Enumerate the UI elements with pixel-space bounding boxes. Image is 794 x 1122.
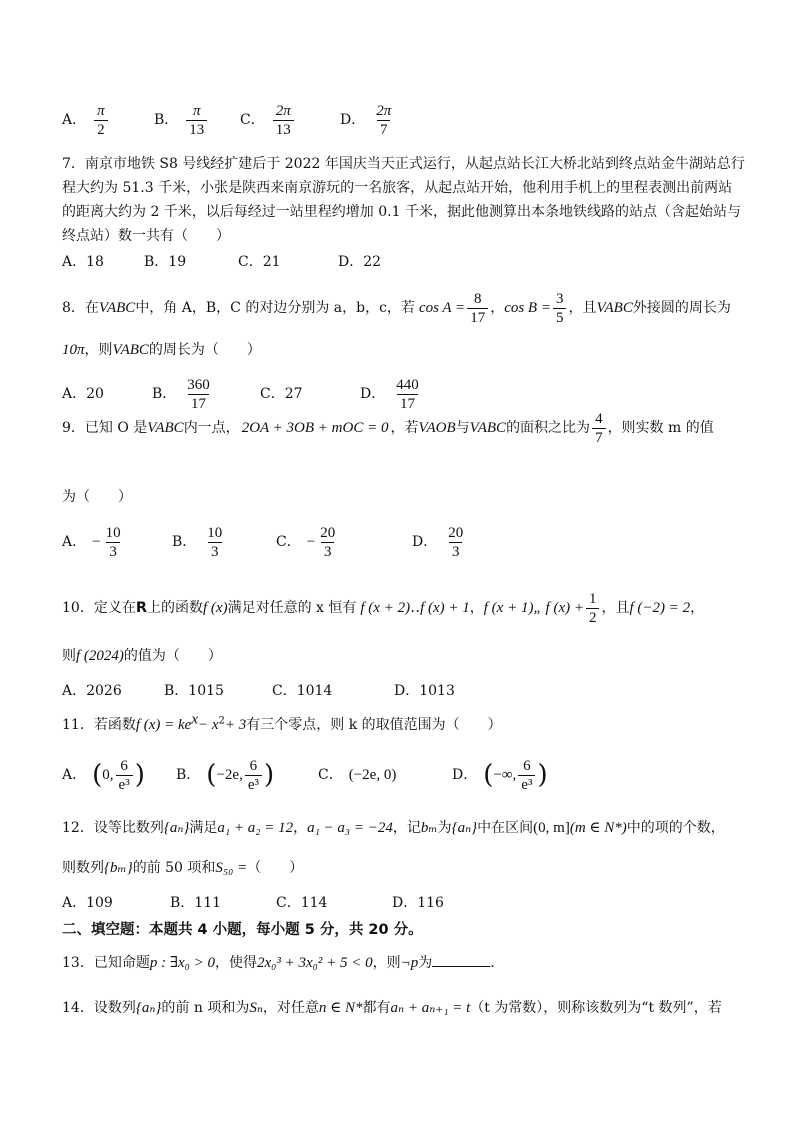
q8-line-2: 10π，则VABC的周长为（ ） [62, 342, 261, 358]
q10-options [62, 681, 754, 701]
q6-option-b: B． $\frac{\pi}{13}$ [154, 102, 240, 139]
q11-option-a: A． ( 0, $\frac{6}{\text{e³}}$ ) [62, 757, 145, 793]
q10-option-c: C．1014 [272, 683, 333, 699]
q12-line-2: 则数列{bₘ}的前 50 项和S₅₀ =（ ） [62, 860, 304, 876]
fraction: $\frac{6}{\text{e³}}$ [518, 757, 535, 794]
triangle-abc: VABC [98, 300, 136, 316]
q12-option-a: A．109 [62, 895, 113, 911]
q7-line-3: 的距离大约为 2 千米，以后每经过一站里程约增加 0.1 千米，据此他测算出本条地铁线路的站点（含起始站与 [62, 204, 741, 220]
fraction: $\frac{10}{3}$ [207, 524, 223, 560]
q7-line-4: 终点站）数一共有（ ） [62, 228, 230, 244]
fraction: $\frac{\pi}{2}$ [94, 102, 108, 139]
q9-line-2: 为（ ） [62, 489, 132, 505]
q7-option-b: B．19 [144, 254, 187, 270]
q12-option-c: C．114 [276, 895, 328, 911]
fraction: $\frac{20}{3}$ [448, 524, 464, 560]
fraction: $\frac{20}{3}$ [320, 524, 336, 560]
q12-option-d: D．116 [392, 895, 444, 911]
q11-line-1: 11．若函数f $(x) = ke^x- x^2+ 3$有三个零点，则 k 的取值范围为（ ） [62, 711, 502, 733]
answer-blank[interactable] [432, 952, 490, 967]
q12-line-1: 12．设等比数列{aₙ}满足a₁ + a₂ = 12，a₁ − a₃ = −24，记bₘ为{aₙ}中在区间(0, m](m ∈ N*)中的项的个数， [62, 820, 725, 836]
fraction: $\frac{\pi}{13}$ [186, 102, 207, 139]
fraction: $\frac{440}{17}$ [396, 376, 419, 412]
fraction: $\frac{2\pi}{7}$ [376, 102, 392, 138]
q9-option-b: B． $\frac{10}{3}$ [172, 524, 276, 561]
q9-options [62, 522, 754, 562]
q6-option-c: C． $\frac{2\pi}{13}$ [240, 102, 340, 139]
q8-option-a: A．20 [62, 386, 104, 402]
fraction: $\frac{2\pi}{13}$ [273, 102, 294, 139]
q9-line-1: 9．已知 O 是 VABC 内一点， 2OA + 3OB + mOC = 0 ，若 VAOB 与 VABC 的面积之比为 $\frac{4}{7}$ ，则实数 m 的值 [62, 410, 714, 446]
fraction: $\frac{6}{\text{e³}}$ [116, 757, 133, 794]
q11-option-c: C． (−2e, 0) [318, 767, 397, 783]
q6-option-d: D． $\frac{2\pi}{7}$ [340, 102, 396, 139]
q7-options [62, 252, 754, 272]
vector-equation: 2OA + 3OB + mOC = 0 [241, 420, 389, 436]
q8-option-b: B． $\frac{360}{17}$ [152, 376, 260, 413]
q14-line: 14．设数列{aₙ}的前 n 项和为Sₙ，对任意n ∈ N*都有aₙ + aₙ₊₁ = t（t 为常数），则称该数列为“t 数列”，若 [62, 1000, 722, 1016]
q7-option-a: A．18 [62, 254, 104, 270]
section-heading: 二、填空题：本题共 4 小题，每小题 5 分，共 20 分。 [62, 922, 423, 938]
fraction: $\frac{1}{2}$ [586, 590, 600, 627]
q9-option-d: D． $\frac{20}{3}$ [412, 524, 468, 561]
q13-line: 13．已知命题p : ∃x₀ > 0，使得2x₀³ + 3x₀² + 5 < 0，则¬p为 . [62, 952, 754, 973]
q6-options [62, 100, 754, 140]
q11-options [62, 754, 754, 796]
q8-option-d: D． $\frac{440}{17}$ [360, 376, 424, 413]
q7-option-c: C．21 [238, 254, 281, 270]
q10-option-d: D．1013 [394, 683, 455, 699]
q7-line-1: 7．南京市地铁 S8 号线经扩建后于 2022 年国庆当天正式运行，从起点站长江大桥北站到终点站金牛湖站总行 [62, 156, 745, 172]
q8-line-1: 8．在 VABC 中，角 A，B，C 的对边分别为 a，b，c，若 cos A = $\frac{8}{17}$ ， cos B = $\frac{3}{5}$ ，且 VABC 外接圆的周长为 [62, 290, 731, 326]
q10-option-a: A．2026 [62, 683, 122, 699]
q11-option-b: B． ( −2e, $\frac{6}{\text{e³}}$ ) [176, 757, 275, 793]
q10-line-2: 则f (2024)的值为（ ） [62, 648, 222, 664]
fraction: $\frac{8}{17}$ [467, 290, 488, 327]
q8-option-c: C．27 [260, 386, 303, 402]
q9-option-a: A． − $\frac{10}{3}$ [62, 524, 172, 561]
q10-line-1: 10．定义在 R 上的函数 f (x) 满足对任意的 x 恒有 f (x + 2)‥f (x) + 1 ， f (x + 1)„ f (x) + $\frac{1}{2}$ ，且 f (−2) = 2 ， [62, 590, 705, 626]
fraction: $\frac{10}{3}$ [105, 524, 121, 560]
q7-line-2: 程大约为 51.3 千米，小张是陕西来南京游玩的一名旅客，从起点站开始，他利用手机上的里程表测出前两站 [62, 180, 733, 196]
fraction: $\frac{360}{17}$ [187, 376, 210, 412]
fraction: $\frac{6}{\text{e³}}$ [245, 757, 262, 794]
q12-option-b: B．111 [170, 895, 222, 911]
q6-option-a: A． $\frac{\pi}{2}$ [62, 102, 154, 139]
q12-options [62, 893, 754, 913]
fraction: $\frac{3}{5}$ [553, 290, 567, 327]
q9-option-c: C． − $\frac{20}{3}$ [276, 524, 412, 561]
q11-option-d: D． ( −∞, $\frac{6}{\text{e³}}$ ) [452, 757, 548, 793]
fraction: $\frac{4}{7}$ [592, 410, 606, 447]
q10-option-b: B．1015 [164, 683, 224, 699]
q7-option-d: D．22 [338, 254, 382, 270]
